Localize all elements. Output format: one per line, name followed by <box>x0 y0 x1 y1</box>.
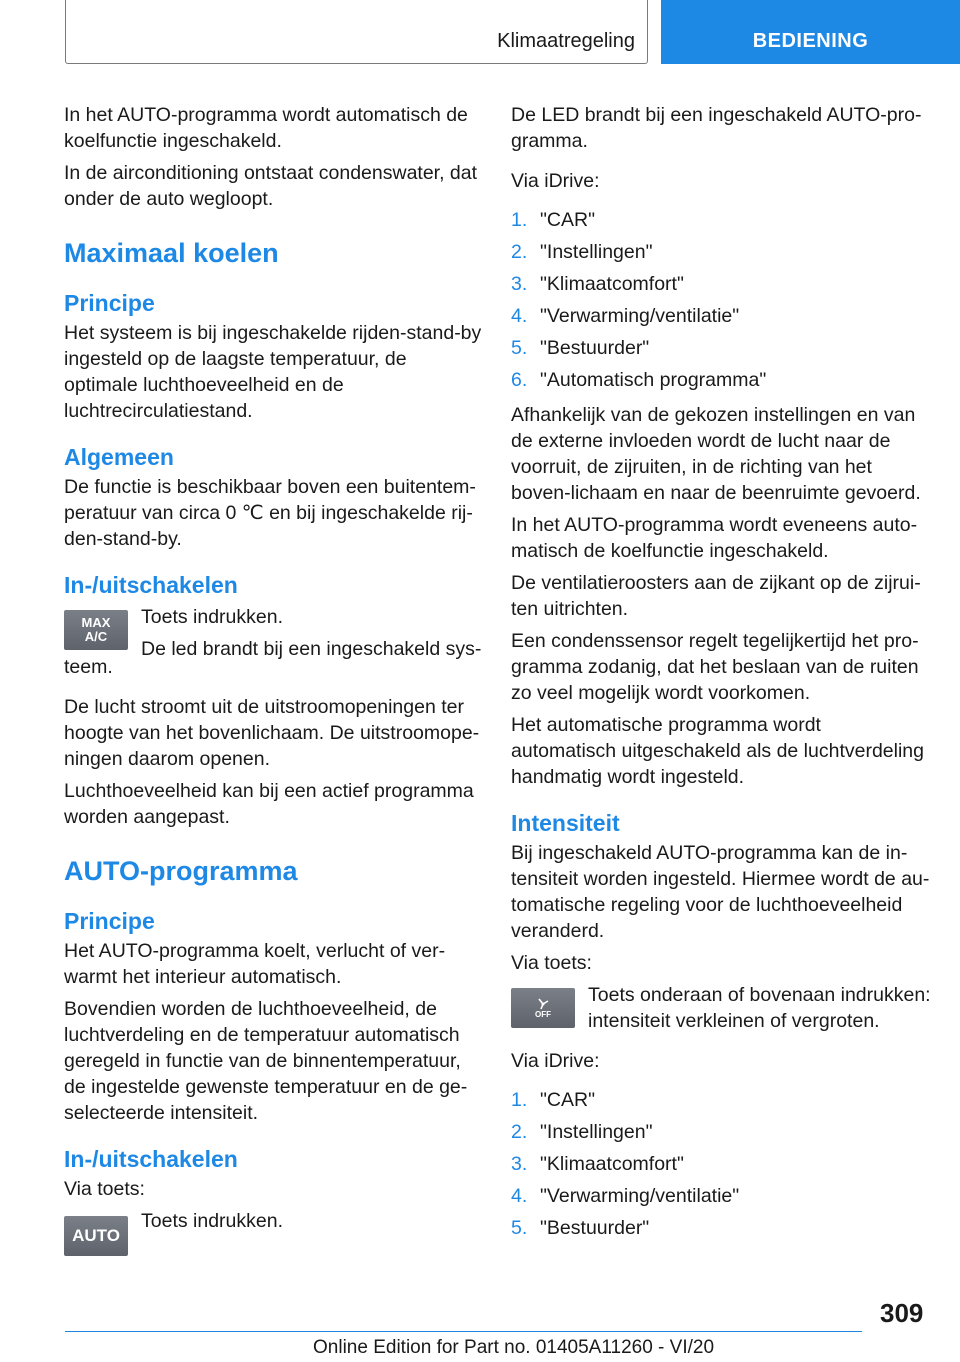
paragraph: In het AUTO-programma wordt automatisch de koelfunctie ingeschakeld. <box>64 104 468 152</box>
step-number: 5. <box>511 337 528 359</box>
instruction-text: Toets indrukken. <box>141 606 283 628</box>
off-label: OFF <box>535 1009 551 1019</box>
instruction-text: Toets onderaan of bovenaan indrukken: intensiteit verkleinen of vergroten. <box>588 984 931 1032</box>
paragraph: Het automatische programma wordt automatisch uitgeschakeld als de luchtverdeling handmatig wordt ingesteld. <box>511 714 924 788</box>
auto-instruction <box>64 1208 484 1260</box>
list-item <box>511 236 931 268</box>
step-number: 6. <box>511 369 528 391</box>
step-text: "Instellingen" <box>540 241 653 263</box>
instruction-text: De led brandt bij een ingeschakeld sys- <box>141 638 482 660</box>
step-number: 4. <box>511 1185 528 1207</box>
paragraph: Via iDrive: <box>511 1050 600 1072</box>
paragraph: Bovendien worden de luchthoeveelheid, de luchtverdeling en de temperatuur automatisch geregeld in functie van de binnentemperatuur, de ingestelde gewenste temperatuur en de ge-selecteerde intensiteit. <box>64 998 468 1124</box>
intensity-instruction <box>511 982 931 1034</box>
list-item <box>511 268 931 300</box>
step-number: 4. <box>511 305 528 327</box>
heading-principe: Principe <box>64 290 155 316</box>
list-item <box>511 332 931 364</box>
maxac-instruction <box>64 604 484 662</box>
section-title: Klimaatregeling <box>497 30 635 52</box>
heading-maximaal-koelen: Maximaal koelen <box>64 238 279 268</box>
left-column <box>64 102 484 1266</box>
auto-button-icon <box>64 1216 128 1256</box>
instruction-text-continued: teem. <box>64 656 113 678</box>
edition-footer: Online Edition for Part no. 01405A11260 - VI/20 <box>313 1337 715 1358</box>
step-number: 1. <box>511 1089 528 1111</box>
paragraph: De ventilatieroosters aan de zijkant op de zijrui-ten uitrichten. <box>511 572 921 620</box>
paragraph: Het systeem is bij ingeschakelde rijden-stand-by ingesteld op de laagste temperatuur, de optimale luchthoeveelheid en de luchtrecirculatiestand. <box>64 322 482 422</box>
list-item <box>511 204 931 236</box>
paragraph: Bij ingeschakeld AUTO-programma kan de in-tensiteit worden ingesteld. Hiermee wordt de au-tomatische regeling voor de luchthoeveelheid veranderd. <box>511 842 930 942</box>
paragraph: Via toets: <box>64 1178 145 1200</box>
heading-in-uitschakelen: In-/uitschakelen <box>64 1146 238 1172</box>
heading-principe: Principe <box>64 908 155 934</box>
step-text: "Bestuurder" <box>540 337 650 359</box>
max-ac-label: MAX A/C <box>81 615 111 644</box>
instruction-text: Toets indrukken. <box>141 1210 283 1232</box>
list-item <box>511 1116 931 1148</box>
step-text: "CAR" <box>540 209 596 231</box>
footer-divider <box>65 1331 862 1332</box>
max-ac-button-icon <box>64 610 128 650</box>
paragraph: In de airconditioning ontstaat condenswater, dat onder de auto wegloopt. <box>64 162 478 210</box>
paragraph: Via toets: <box>511 952 592 974</box>
heading-intensiteit: Intensiteit <box>511 810 620 836</box>
idrive-steps-list <box>511 1084 931 1244</box>
page-number: 309 <box>880 1298 924 1328</box>
step-number: 3. <box>511 273 528 295</box>
list-item <box>511 1180 931 1212</box>
step-text: "Verwarming/ventilatie" <box>540 1185 740 1207</box>
idrive-steps-list <box>511 204 931 396</box>
list-item <box>511 1148 931 1180</box>
list-item <box>511 1084 931 1116</box>
paragraph: Luchthoeveelheid kan bij een actief programma worden aangepast. <box>64 780 474 828</box>
paragraph: De LED brandt bij een ingeschakeld AUTO-pro-gramma. <box>511 104 922 152</box>
step-number: 2. <box>511 1121 528 1143</box>
heading-in-uitschakelen: In-/uitschakelen <box>64 572 238 598</box>
paragraph: Via iDrive: <box>511 170 600 192</box>
paragraph: De functie is beschikbaar boven een buitentem-peratuur van circa 0 ℃ en bij ingeschakelde rij-den-stand-by. <box>64 476 476 550</box>
auto-label: AUTO <box>72 1226 120 1245</box>
paragraph: Afhankelijk van de gekozen instellingen en van de externe invloeden wordt de lucht naar de voorruit, de zijruiten, in de richting van het boven-lichaam en naar de beenruimte gevoerd. <box>511 404 921 504</box>
step-number: 1. <box>511 209 528 231</box>
right-column <box>511 102 931 1250</box>
step-number: 5. <box>511 1217 528 1239</box>
paragraph: Het AUTO-programma koelt, verlucht of ver-warmt het interieur automatisch. <box>64 940 446 988</box>
fan-icon <box>536 998 550 1010</box>
heading-algemeen: Algemeen <box>64 444 174 470</box>
step-text: "Klimaatcomfort" <box>540 273 684 295</box>
step-text: "Klimaatcomfort" <box>540 1153 684 1175</box>
list-item <box>511 364 931 396</box>
paragraph: Een condenssensor regelt tegelijkertijd het pro-gramma zodanig, dat het beslaan van de ruiten zo veel mogelijk wordt voorkomen. <box>511 630 919 704</box>
chapter-tab: BEDIENING <box>661 0 960 64</box>
heading-auto-programma: AUTO-programma <box>64 856 298 886</box>
intensity-button-icon <box>511 988 575 1028</box>
step-text: "Verwarming/ventilatie" <box>540 305 740 327</box>
list-item <box>511 1212 931 1244</box>
step-text: "Instellingen" <box>540 1121 653 1143</box>
step-number: 3. <box>511 1153 528 1175</box>
step-text: "CAR" <box>540 1089 596 1111</box>
step-number: 2. <box>511 241 528 263</box>
step-text: "Automatisch programma" <box>540 369 767 391</box>
paragraph: In het AUTO-programma wordt eveneens auto-matisch de koelfunctie ingeschakeld. <box>511 514 918 562</box>
paragraph: De lucht stroomt uit de uitstroomopeningen ter hoogte van het bovenlichaam. De uitstroomope-ningen daarom openen. <box>64 696 480 770</box>
step-text: "Bestuurder" <box>540 1217 650 1239</box>
list-item <box>511 300 931 332</box>
